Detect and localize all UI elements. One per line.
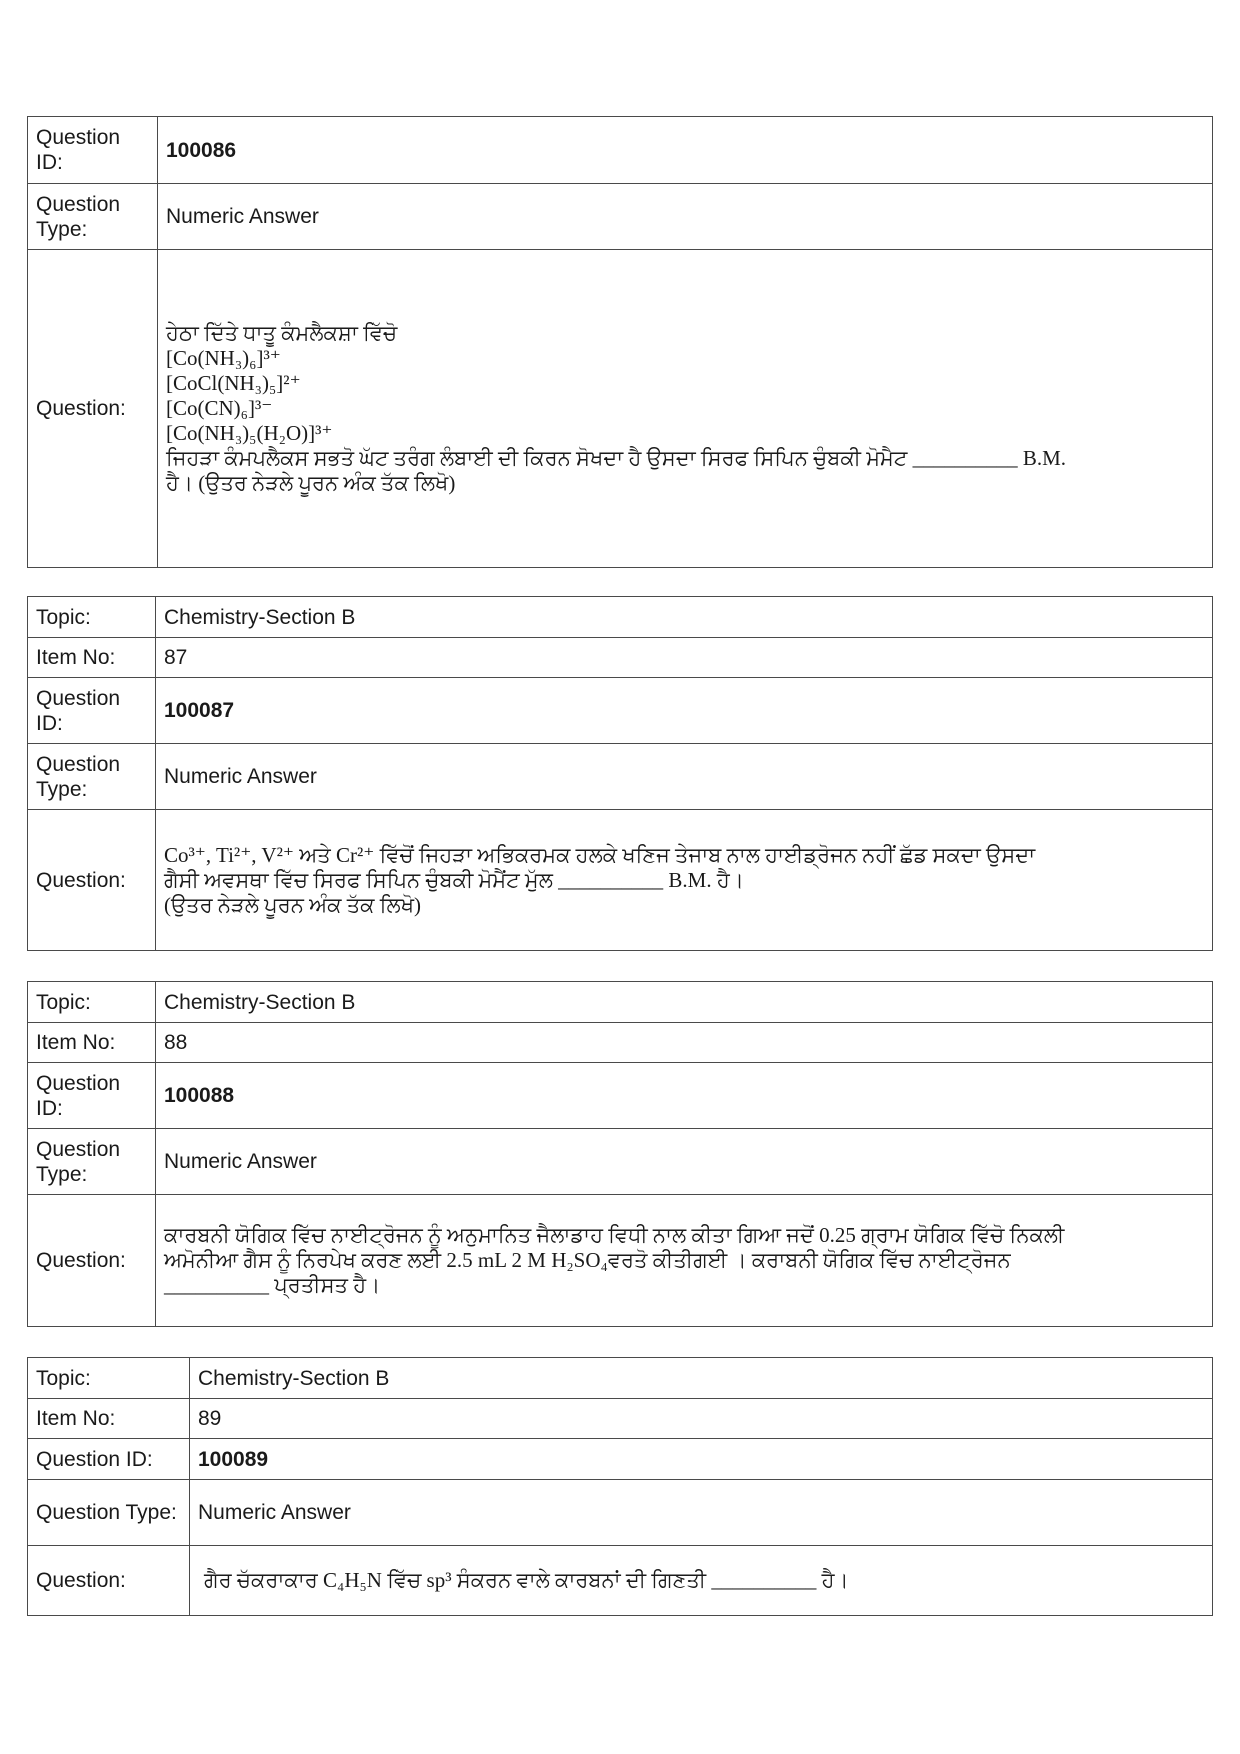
- question-line-3: __________ ਪ੍ਰਤੀਸਤ ਹੈ।: [164, 1273, 381, 1297]
- question-line-2: ਹੈ। (ਉਤਰ ਨੇੜਲੇ ਪੂਰਨ ਅੰਕ ਤੱਕ ਲਿਖੋ): [166, 471, 456, 495]
- complex-3: [Co(CN)₆]³⁻: [166, 396, 273, 420]
- question-id-label: Question ID:: [28, 1063, 156, 1129]
- item-no-label: Item No:: [28, 1399, 190, 1439]
- question-line-1: ਜਿਹੜਾ ਕੰਮਪਲੈਕਸ ਸਭਤੋ ਘੱਟ ਤਰੰਗ ਲੰਬਾਈ ਦੀ ਕਿਰਨ ਸੋਖਦਾ ਹੈ ਉਸਦਾ ਸਿਰਫ ਸਿਪਿਨ ਚੁੰਬਕੀ ਮੋਮੈਟ __________ B.M.: [166, 446, 1066, 470]
- question-block-100086: [27, 116, 1213, 568]
- question-type-label: Question Type:: [28, 1129, 156, 1195]
- question-block-100088: [27, 981, 1213, 1327]
- question-text: [158, 250, 1213, 568]
- question-type-label: Question Type:: [28, 744, 156, 810]
- question-line-2: ਅਮੋਨੀਆ ਗੈਸ ਨੂੰ ਨਿਰਪੇਖ ਕਰਣ ਲਈ 2.5 mL 2 M H₂SO₄ਵਰਤੋ ਕੀਤੀਗਈ । ਕਰਾਬਨੀ ਯੋਗਿਕ ਵਿੱਚ ਨਾਈਟ੍ਰੋਜਨ: [164, 1248, 1011, 1272]
- question-line-1: ਕਾਰਬਨੀ ਯੋਗਿਕ ਵਿੱਚ ਨਾਈਟ੍ਰੋਜਨ ਨੂੰ ਅਨੁਮਾਨਿਤ ਜੈਲਾਡਾਹ ਵਿਧੀ ਨਾਲ ਕੀਤਾ ਗਿਆ ਜਦੋਂ 0.25 ਗ੍ਰਾਮ ਯੋਗਿਕ ਵਿੱਚੋ ਨਿਕਲੀ: [164, 1223, 1065, 1247]
- topic-label: Topic:: [28, 597, 156, 638]
- question-line-2: ਗੈਸੀ ਅਵਸਥਾ ਵਿੱਚ ਸਿਰਫ ਸਿਪਿਨ ਚੁੰਬਕੀ ਮੋਮੈਂਟ ਮੁੱਲ __________ B.M. ਹੈ।: [164, 867, 744, 892]
- question-intro: ਹੇਠਾ ਦਿੱਤੇ ਧਾਤੂ ਕੰਮਲੈਕਸ਼ਾ ਵਿੱਚੋ: [166, 321, 398, 345]
- question-label: Question:: [28, 1195, 156, 1327]
- question-id-label: Question ID:: [28, 117, 158, 184]
- question-id-value: 100086: [158, 117, 1213, 184]
- question-line-3: (ਉਤਰ ਨੇੜਲੇ ਪੂਰਨ ਅੰਕ ਤੱਕ ਲਿਖੋ): [164, 892, 422, 917]
- question-type-label: Question Type:: [28, 184, 158, 250]
- item-no-label: Item No:: [28, 1023, 156, 1063]
- question-label: Question:: [28, 250, 158, 568]
- item-no-value: 88: [156, 1023, 1213, 1063]
- question-text: ਗੈਰ ਚੱਕਰਾਕਾਰ C₄H₅N ਵਿੱਚ sp³ ਸੰਕਰਨ ਵਾਲੇ ਕਾਰਬਨਾਂ ਦੀ ਗਿਣਤੀ __________ ਹੈ।: [190, 1546, 1213, 1616]
- question-type-value: Numeric Answer: [158, 184, 1213, 250]
- question-text: [156, 1195, 1213, 1327]
- topic-value: Chemistry-Section B: [156, 597, 1213, 638]
- item-no-label: Item No:: [28, 638, 156, 678]
- question-line-1: Co³⁺, Ti²⁺, V²⁺ ਅਤੇ Cr²⁺ ਵਿੱਚੋਂ ਜਿਹੜਾ ਅਭਿਕਰਮਕ ਹਲਕੇ ਖਣਿਜ ਤੇਜਾਬ ਨਾਲ ਹਾਈਡ੍ਰੋਜਨ ਨਹੀਂ ਛੱਡ ਸਕਦਾ ਉਸਦਾ: [164, 842, 1036, 867]
- question-label: Question:: [28, 1546, 190, 1616]
- question-block-100089: [27, 1357, 1213, 1616]
- question-type-value: Numeric Answer: [190, 1480, 1213, 1546]
- question-id-label: Question ID:: [28, 1439, 190, 1480]
- complex-2: [CoCl(NH₃)₅]²⁺: [166, 371, 301, 395]
- complex-1: [Co(NH₃)₆]³⁺: [166, 346, 281, 370]
- question-text: [156, 810, 1213, 951]
- topic-label: Topic:: [28, 1358, 190, 1399]
- question-type-value: Numeric Answer: [156, 744, 1213, 810]
- topic-value: Chemistry-Section B: [156, 982, 1213, 1023]
- question-id-value: 100088: [156, 1063, 1213, 1129]
- topic-value: Chemistry-Section B: [190, 1358, 1213, 1399]
- topic-label: Topic:: [28, 982, 156, 1023]
- question-type-label: Question Type:: [28, 1480, 190, 1546]
- question-id-label: Question ID:: [28, 678, 156, 744]
- complex-4: [Co(NH₃)₅(H₂O)]³⁺: [166, 421, 333, 445]
- item-no-value: 89: [190, 1399, 1213, 1439]
- question-type-value: Numeric Answer: [156, 1129, 1213, 1195]
- question-id-value: 100089: [190, 1439, 1213, 1480]
- question-block-100087: [27, 596, 1213, 951]
- item-no-value: 87: [156, 638, 1213, 678]
- question-label: Question:: [28, 810, 156, 951]
- question-id-value: 100087: [156, 678, 1213, 744]
